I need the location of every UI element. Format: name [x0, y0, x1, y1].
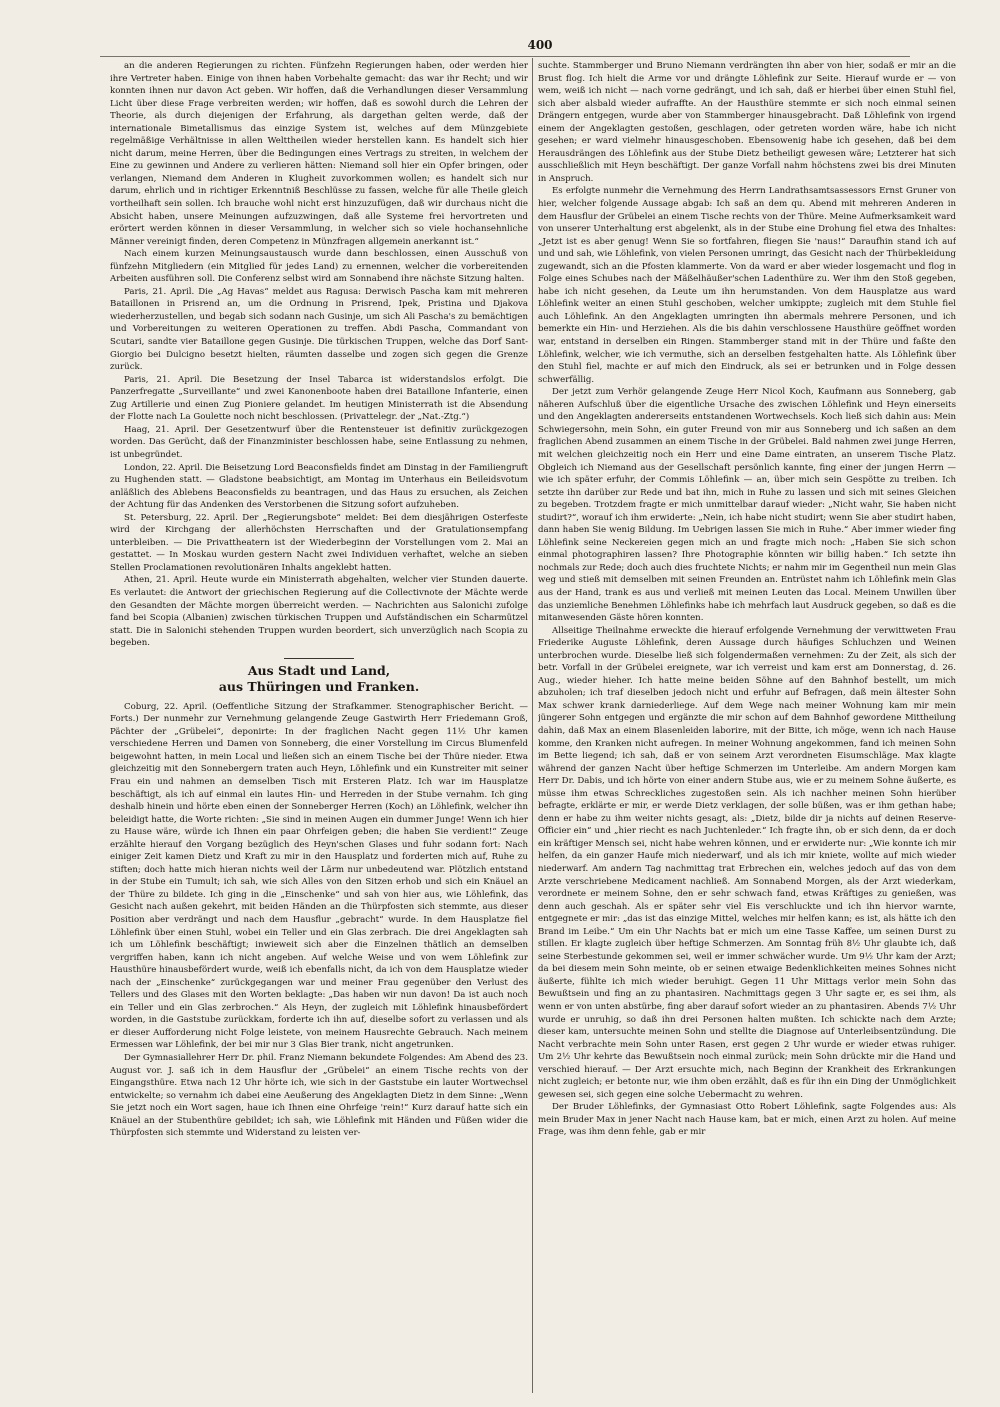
- section-heading-line-2: aus Thüringen und Franken.: [218, 678, 420, 694]
- article-paragraph: Nach einem kurzen Meinungsaustausch wurde dann beschlossen, einen Ausschuß von fünfzehn Mitgliedern (ein Mitglied für jedes Land) zu ernennen, welcher die vorbereitenden Arbeiten ausführen soll. Die Conferenz selbst wird am Sonnabend ihre nächste Sitzung halten.: [110, 249, 528, 285]
- court-report-paragraph: Der Gymnasiallehrer Herr Dr. phil. Franz Niemann bekundete Folgendes: Am Abend des 23. August vor. J. saß ich in dem Hausflur der „Grübelei“ an einem Tische rechts von der Eingangsthüre. Etwa nach 12 Uhr hörte ich, wie sich in der Gaststube ein lauter Wortwechsel entwickelte; so vernahm ich dabei eine Aeußerung des Angeklagten Dietz in dem Sinne: „Wenn Sie jetzt noch ein Wort sagen, haue ich Ihnen eine Ohrfeige 'rein!“ Kurz darauf hatte sich ein Knäuel an der Stubenthüre gebildet; ich sah, wie Löhlefink mit Händen und Füßen wider die Thürpfosten sich stemmte und Widerstand zu leisten ver-: [110, 1053, 528, 1139]
- court-report-paragraph: Der jetzt zum Verhör gelangende Zeuge Herr Nicol Koch, Kaufmann aus Sonneberg, gab näheren Aufschluß über die eigentliche Ursache des zwischen Löhlefink und Heyn einerseits und den Angeklagten andererseits entstandenen Wortwechsels. Koch ließ sich dahin aus: Mein Schwiegersohn, mein Sohn, ein guter Freund von mir aus Sonneberg und ich saßen an dem fraglichen Abend zusammen an einem Tische in der Grübelei. Bald nahmen zwei junge Herren, mit welchen gleichzeitig noch ein Herr und eine Dame eintraten, an unserem Tische Platz. Obgleich ich Niemand aus der Gesellschaft persönlich kannte, fing einer der jungen Herrn — wie ich später erfuhr, der Commis Löhlefink — an, über mich sein Gespötte zu treiben. Ich setzte ihn darüber zur Rede und bat ihn, mich in Ruhe zu lassen und sich mit seines Gleichen zu begeben. Trotzdem fragte er mich unmittelbar darauf wieder: „Nicht wahr, Sie haben nicht studirt?“, worauf ich ihm erwiderte: „Nein, ich habe nicht studirt; wenn Sie aber studirt haben, dann haben Sie wenig Bildung. Im Uebrigen lassen Sie mich in Ruhe.“ Aber immer wieder fing Löhlefink seine Neckereien gegen mich an und fragte mich noch: „Haben Sie sich schon einmal photographiren lassen? Ihre Photographie könnten wir billig haben.“ Ich setzte ihn nochmals zur Rede; doch auch dies fruchtete Nichts; er nahm mir im Gegentheil nun mein Glas weg und stieß mit demselben mit seinen Freunden an. Entrüstet nahm ich Löhlefink mein Glas aus der Hand, trank es aus und verließ mit meinen Leuten das Local. Meinem Unwillen über das unziemliche Benehmen Löhlefinks habe ich mehrfach laut Ausdruck gegeben, so daß es die mitanwesenden Gäste hören konnten.: [538, 387, 956, 624]
- news-item-haag: Haag, 21. April. Der Gesetzentwurf über die Rentensteuer ist definitiv zurückgezogen worden. Das Gerücht, daß der Finanzminister beschlossen habe, seine Entlassung zu nehmen, ist unbegründet.: [110, 424, 528, 460]
- section-heading-line-1: Aus Stadt und Land,: [247, 662, 391, 678]
- court-report-paragraph: Coburg, 22. April. (Oeffentliche Sitzung der Strafkammer. Stenographischer Bericht. — Forts.) Der nunmehr zur Vernehmung gelangende Zeuge Gastwirth Herr Friedemann Groß, Pächter der „Grübelei“, deponirte: In der fraglichen Nacht gegen 11½ Uhr kamen verschiedene Herren und Damen von Sonneberg, die einer Vorstellung im Circus Blumenfeld beigewohnt hatten, in mein Local und ließen sich an einem Tische bei der Thüre nieder. Etwa gleichzeitig mit den Sonnebergern traten auch Heyn, Löhlefink und ein Kunstreiter mit seiner Frau ein und nahmen an demselben Tisch mit Ersteren Platz. Ich war im Hausplatze beschäftigt, als ich auf einmal ein lautes Hin- und Herreden in der Stube vernahm. Ich ging deshalb hinein und hörte eben einen der Sonneberger Herren (Koch) an Löhlefink, welcher ihn beleidigt hatte, die Worte richten: „Sie sind in meinen Augen ein dummer Junge! Wenn ich hier zu Hause wäre, würde ich Ihnen ein paar Ohrfeigen geben; die haben Sie verdient!“ Zeuge erzählte hierauf den Vorgang bezüglich des Heyn'schen Glases und fuhr sodann fort: Nach einiger Zeit kamen Dietz und Kraft zu mir in den Hausplatz und forderten mich auf, Ruhe zu stiften; doch hatte mich hieran nichts weil der Lärm nur unbedeutend war. Plötzlich entstand in der Stube ein Tumult; ich sah, wie sich Alles von den Sitzen erhob und sich ein Knäuel an der Thüre zu bildete. Ich ging in die „Einschenke“ und sah von hier aus, wie Löhlefink, das Gesicht nach außen gekehrt, mit beiden Händen an die Thürpfosten sich stemmte, aus dieser Position aber verdrängt und nach dem Hausflur „gebracht“ wurde. In dem Hausplatze fiel Löhlefink über einen Stuhl, wobei ein Teller und ein Glas zerbrach. Die drei Angeklagten sah ich um Löhlefink beschäftigt; inwieweit sich aber die Einzelnen thätlich an demselben vergriffen haben, kann ich nicht angeben. Auf welche Weise und von wem Löhlefink zur Hausthüre hinausbefördert wurde, weiß ich ebenfalls nicht, da ich von dem Hausplatze wieder nach der „Einschenke“ zurückgegangen war und meiner Frau gegenüber den Verlust des Tellers und des Glases mit den Worten beklagte: „Das haben wir nun davon! Da ist auch noch ein Teller und ein Glas zerbrochen.“ Als Heyn, der zugleich mit Löhlefink hinausbefördert worden, in die Gaststube zurückkam, forderte ich ihn auf, dieselbe sofort zu verlassen und als er dieser Aufforderung nicht Folge leistete, von meinem Hausrechte Gebrauch. Nach meinem Ermessen war Löhlefink, der bei mir nur 3 Glas Bier trank, nicht angetrunken.: [110, 701, 528, 1051]
- court-report-paragraph: Der Bruder Löhlefinks, der Gymnasiast Otto Robert Löhlefink, sagte Folgendes aus: Als mein Bruder Max in jener Nacht nach Hause kam, bat er mich, einen Arzt zu holen. Auf meine Frage, was ihm denn fehle, gab er mir: [538, 1102, 956, 1138]
- court-report-paragraph: suchte. Stammberger und Bruno Niemann verdrängten ihn aber von hier, sodaß er mir an die Brust flog. Ich hielt die Arme vor und drängte Löhlefink zur Seite. Hierauf wurde er — von wem, weiß ich nicht — nach vorne gedrängt, und ich sah, daß er hierbei über einen Stuhl fiel, sich aber alsbald wieder aufraffte. An der Hausthüre stemmte er sich noch einmal seinen Drängern entgegen, wurde aber von Stammberger hinausgebracht. Daß Löhlefink von irgend einem der Angeklagten gestoßen, geschlagen, oder getreten worden wäre, habe ich nicht gesehen; er ward vielmehr hinausgeschoben. Ebensowenig habe ich gesehen, daß bei dem Herausdrängen des Löhlefink aus der Stube Dietz betheiligt gewesen wäre; Letzterer hat sich ausschließlich mit Heyn beschäftigt. Der ganze Vorfall nahm höchstens zwei bis drei Minuten in Anspruch.: [538, 61, 956, 184]
- news-item-paris-1: Paris, 21. April. Die „Ag Havas“ meldet aus Ragusa: Derwisch Pascha kam mit mehreren Bataillonen in Prisrend an, um die Ordnung in Prisrend, Ipek, Pristina und Djakova wiederherzustellen, und begab sich sodann nach Gusinje, um sich Ali Pascha's zu bemächtigen und Vorbereitungen zu weiteren Operationen zu treffen. Abdi Pascha, Commandant von Scutari, sandte vier Bataillone gegen Gusinje. Die türkischen Truppen, welche das Dorf Sant-Giorgio bei Dulcigno besetzt hielten, räumten dasselbe und zogen sich gegen die Grenze zurück.: [110, 286, 528, 373]
- top-rule: [100, 56, 910, 57]
- left-column: [110, 60, 528, 1390]
- news-item-athen: Athen, 21. April. Heute wurde ein Ministerrath abgehalten, welcher vier Stunden dauerte. Es verlautet: die Antwort der griechischen Regierung auf die Collectivnote der Mächte werde den Gesandten der Mächte morgen überreicht werden. — Nachrichten aus Salonichi zufolge fand bei Scopia (Albanien) zwischen türkischen Truppen und Aufständischen ein Scharmützel statt. Die in Salonichi stehenden Truppen wurden beordert, sich unverzüglich nach Scopia zu begeben.: [110, 575, 528, 649]
- section-rule: [284, 658, 354, 659]
- court-report-paragraph: Es erfolgte nunmehr die Vernehmung des Herrn Landrathsamtsassessors Ernst Gruner von hier, welcher folgende Aussage abgab: Ich saß an dem qu. Abend mit mehreren Anderen in dem Hausflur der Grübelei an einem Tische rechts von der Thüre. Meine Aufmerksamkeit ward von unserer Unterhaltung erst abgelenkt, als in der Stube eine Drohung fiel etwa des Inhaltes: „Jetzt ist es aber genug! Wenn Sie so fortfahren, fliegen Sie 'naus!“ Daraufhin stand ich auf und und sah, wie Löhlefink, von vielen Personen umringt, das Gesicht nach der Thürbekleidung zugewandt, sich an die Pfosten klammerte. Von da ward er aber wieder losgemacht und flog in Folge eines Schubes nach der Mäßelhäußer'schen Ladenthüre zu. Wer ihm den Stoß gegeben, habe ich nicht gesehen, da Leute um ihn herumstanden. Von dem Hausplatze aus ward Löhlefink weiter an einen Stuhl geschoben, welcher umkippte; zugleich mit dem Stuhle fiel auch Löhlefink. An den Angeklagten umringten ihn abermals mehrere Personen, und ich bemerkte ein Hin- und Herziehen. Als die bis dahin verschlossene Hausthüre geöffnet worden war, entstand in derselben ein Ringen. Stammberger stand mit in der Thüre und faßte den Löhlefink, welcher, wie ich vermuthe, sich an derselben festgehalten hatte. Als Löhlefink über den Stuhl fiel, machte er auf mich den Eindruck, als sei er betrunken und in Folge dessen schwerfällig.: [538, 186, 956, 385]
- court-report-paragraph: Allseitige Theilnahme erweckte die hierauf erfolgende Vernehmung der verwittweten Frau Friederike Auguste Löhlefink, deren Aussage durch häufiges Schluchzen und Weinen unterbrochen wurde. Dieselbe ließ sich folgendermaßen vernehmen: Zu der Zeit, als sich der betr. Vorfall in der Grübelei ereignete, war ich verreist und kam erst am Donnerstag, d. 26. Aug., wieder hieher. Ich hatte meine beiden Söhne auf den Bahnhof bestellt, um mich abzuholen; ich traf dieselben jedoch nicht und erfuhr auf Befragen, daß mein ältester Sohn Max schwer krank darniederliege. Auf dem Wege nach meiner Wohnung kam mir mein jüngerer Sohn entgegen und ergänzte die mir schon auf dem Bahnhof gewordene Mittheilung dahin, daß Max an einem Blasenleiden laborire, mit der Bitte, ich möge, wenn ich nach Hause komme, den Kranken nicht aufregen. In meiner Wohnung angekommen, fand ich meinen Sohn im Bette liegend; ich sah, daß er von seinem Arzt verordneten Eisumschläge. Max klagte während der ganzen Nacht über heftige Schmerzen im Unterleibe. Am andern Morgen kam Herr Dr. Dabis, und ich hörte von einer andern Stube aus, wie er zu meinem Sohne äußerte, es müsse ihm etwas Schreckliches zugestoßen sein. Als ich nachher meinen Sohn hierüber befragte, erklärte er mir, er werde Dietz verklagen, der solle büßen, was er ihm gethan habe; denn er habe zu ihm weiter nichts gesagt, als: „Dietz, bilde dir ja nichts auf deinen Reserve-Officier ein“ und „hier riecht es nach Juchtenleder.“ Ich fragte ihn, ob er sich denn, da er doch ein kräftiger Mensch sei, nicht habe wehren können, und er erwiderte nur: „Wie konnte ich mir helfen, da ein ganzer Haufe mich niederwarf, und als ich mir kniete, wollte auf mich wieder niederwarf. Am andern Tag nachmittag trat Erbrechen ein, welches jedoch auf das von dem Arzte verschriebene Medicament nachließ. Am Sonnabend Morgen, als der Arzt wiederkam, verordnete er meinem Sohne, den er sehr schwach fand, etwas Kräftiges zu genießen, was denn auch geschah. Als er später sehr viel Eis verschluckte und ich ihn hiervor warnte, entgegnete er mir: „das ist das einzige Mittel, welches mir helfen kann; es ist, als hätte ich den Brand im Leibe.“ Um ein Uhr Nachts bat er mich um eine Tasse Kaffee, um seinen Durst zu stillen. Er klagte zugleich über heftige Schmerzen. Am Sonntag früh 8½ Uhr glaubte ich, daß seine Sterbestunde gekommen sei, weil er immer schwächer wurde. Um 9½ Uhr kam der Arzt; da bei diesem mein Sohn meinte, ob er seinen etwaige Bedenklichkeiten meines Sohnes nicht äußerte, fühlte ich mich wieder beruhigt. Gegen 11 Uhr Mittags verlor mein Sohn das Bewußtsein und fing an zu phantasiren. Nachmittags gegen 3 Uhr sagte er, es sei ihm, als wenn er von unten abstürbe, fing aber darauf sofort wieder an zu phantasiren. Abends 7½ Uhr wurde er unruhig, so daß ihn drei Personen halten mußten. Ich schickte nach dem Arzte; dieser kam, untersuchte meinen Sohn und stellte die Diagnose auf Unterleibsentzündung. Die Nacht verbrachte mein Sohn unter Rasen, erst gegen 2 Uhr wurde er wieder etwas ruhiger. Um 2½ Uhr kehrte das Bewußtsein noch einmal zurück; mein Sohn drückte mir die Hand und verschied hierauf. — Der Arzt ersuchte mich, nach Beginn der Krankheit des Erkrankungen nicht zugleich; er betonte nur, wie ihm oben erzählt, daß es für ihn ein Ding der Unmöglichkeit gewesen sei, sich gegen eine solche Uebermacht zu wehren.: [538, 625, 956, 1100]
- column-divider: [532, 58, 533, 1393]
- article-paragraph: an die anderen Regierungen zu richten. Fünfzehn Regierungen haben, oder werden hier ihre Vertreter haben. Einige von ihnen haben Vorbehalte gemacht: das war ihr Recht; und wir konnten ihnen nur davon Act geben. Wir hoffen, daß die Verhandlungen dieser Versammlung Licht über diese Frage verbreiten werden; wir hoffen, daß es sowohl durch die Lehren der Theorie, als durch diejenigen der Erfahrung, als dargethan gelten werde, daß der internationale Bimetallismus das einzige System ist, welches auf dem Münzgebiete regelmäßige Verhältnisse in allen Welttheilen wieder herstellen kann. Es handelt sich hier nicht darum, meine Herren, über die Bedingungen eines Vertrags zu streiten, in welchem der Eine zu gewinnen und Andere zu verlieren hätten: Niemand soll hier ein Opfer bringen, oder verlangen, Niemand dem Anderen in Klugheit zuvorkommen wollen; es handelt sich nur darum, ehrlich und in richtiger Erkenntniß Beschlüsse zu fassen, welche für alle Theile gleich vortheilhaft sein sollen. Ich brauche wohl nicht erst hinzuzufügen, daß wir durchaus nicht die Absicht haben, unsere Meinungen aufzuzwingen, daß alle Systeme frei hervortreten und erörtert werden können in dieser Versammlung, in welcher sich so viele hochansehnliche Männer vereinigt finden, deren Competenz in Münzfragen allgemein anerkannt ist.“: [110, 61, 528, 247]
- section-heading: [110, 658, 528, 695]
- news-item-paris-2: Paris, 21. April. Die Besetzung der Insel Tabarca ist widerstandslos erfolgt. Die Panzerfregatte „Surveillante“ und zwei Kanonenboote haben drei Bataillone Infanterie, einen Zug Artillerie und einen Zug Pioniere gelandet. Im heutigen Ministerrath ist die Absendung der Flotte nach La Goulette noch nicht beschlossen. (Privattelegr. der „Nat.-Ztg.“): [110, 374, 528, 423]
- news-item-petersburg: St. Petersburg, 22. April. Der „Regierungsbote“ meldet: Bei dem diesjährigen Osterfeste wird der Kirchgang der allerhöchsten Herrschaften und der Gratulationsempfang unterbleiben. — Die Privattheatern ist der Wiederbeginn der Vorstellungen vom 2. Mai an gestattet. — In Moskau wurden gestern Nacht zwei Individuen verhaftet, welche an sieben Stellen Proclamationen revolutionären Inhalts angeklebt hatten.: [110, 512, 528, 573]
- news-item-london: London, 22. April. Die Beisetzung Lord Beaconsfields findet am Dinstag in der Familiengruft zu Hughenden statt. — Gladstone beabsichtigt, am Montag im Unterhaus ein Beileidsvotum anläßlich des Ablebens Beaconsfields zu beantragen, und das Haus zu ersuchen, als Zeichen der Achtung für das Andenken des Verstorbenen die Sitzung sofort aufzuheben.: [110, 462, 528, 511]
- right-column: [538, 60, 956, 1390]
- page-number: 400: [527, 38, 553, 52]
